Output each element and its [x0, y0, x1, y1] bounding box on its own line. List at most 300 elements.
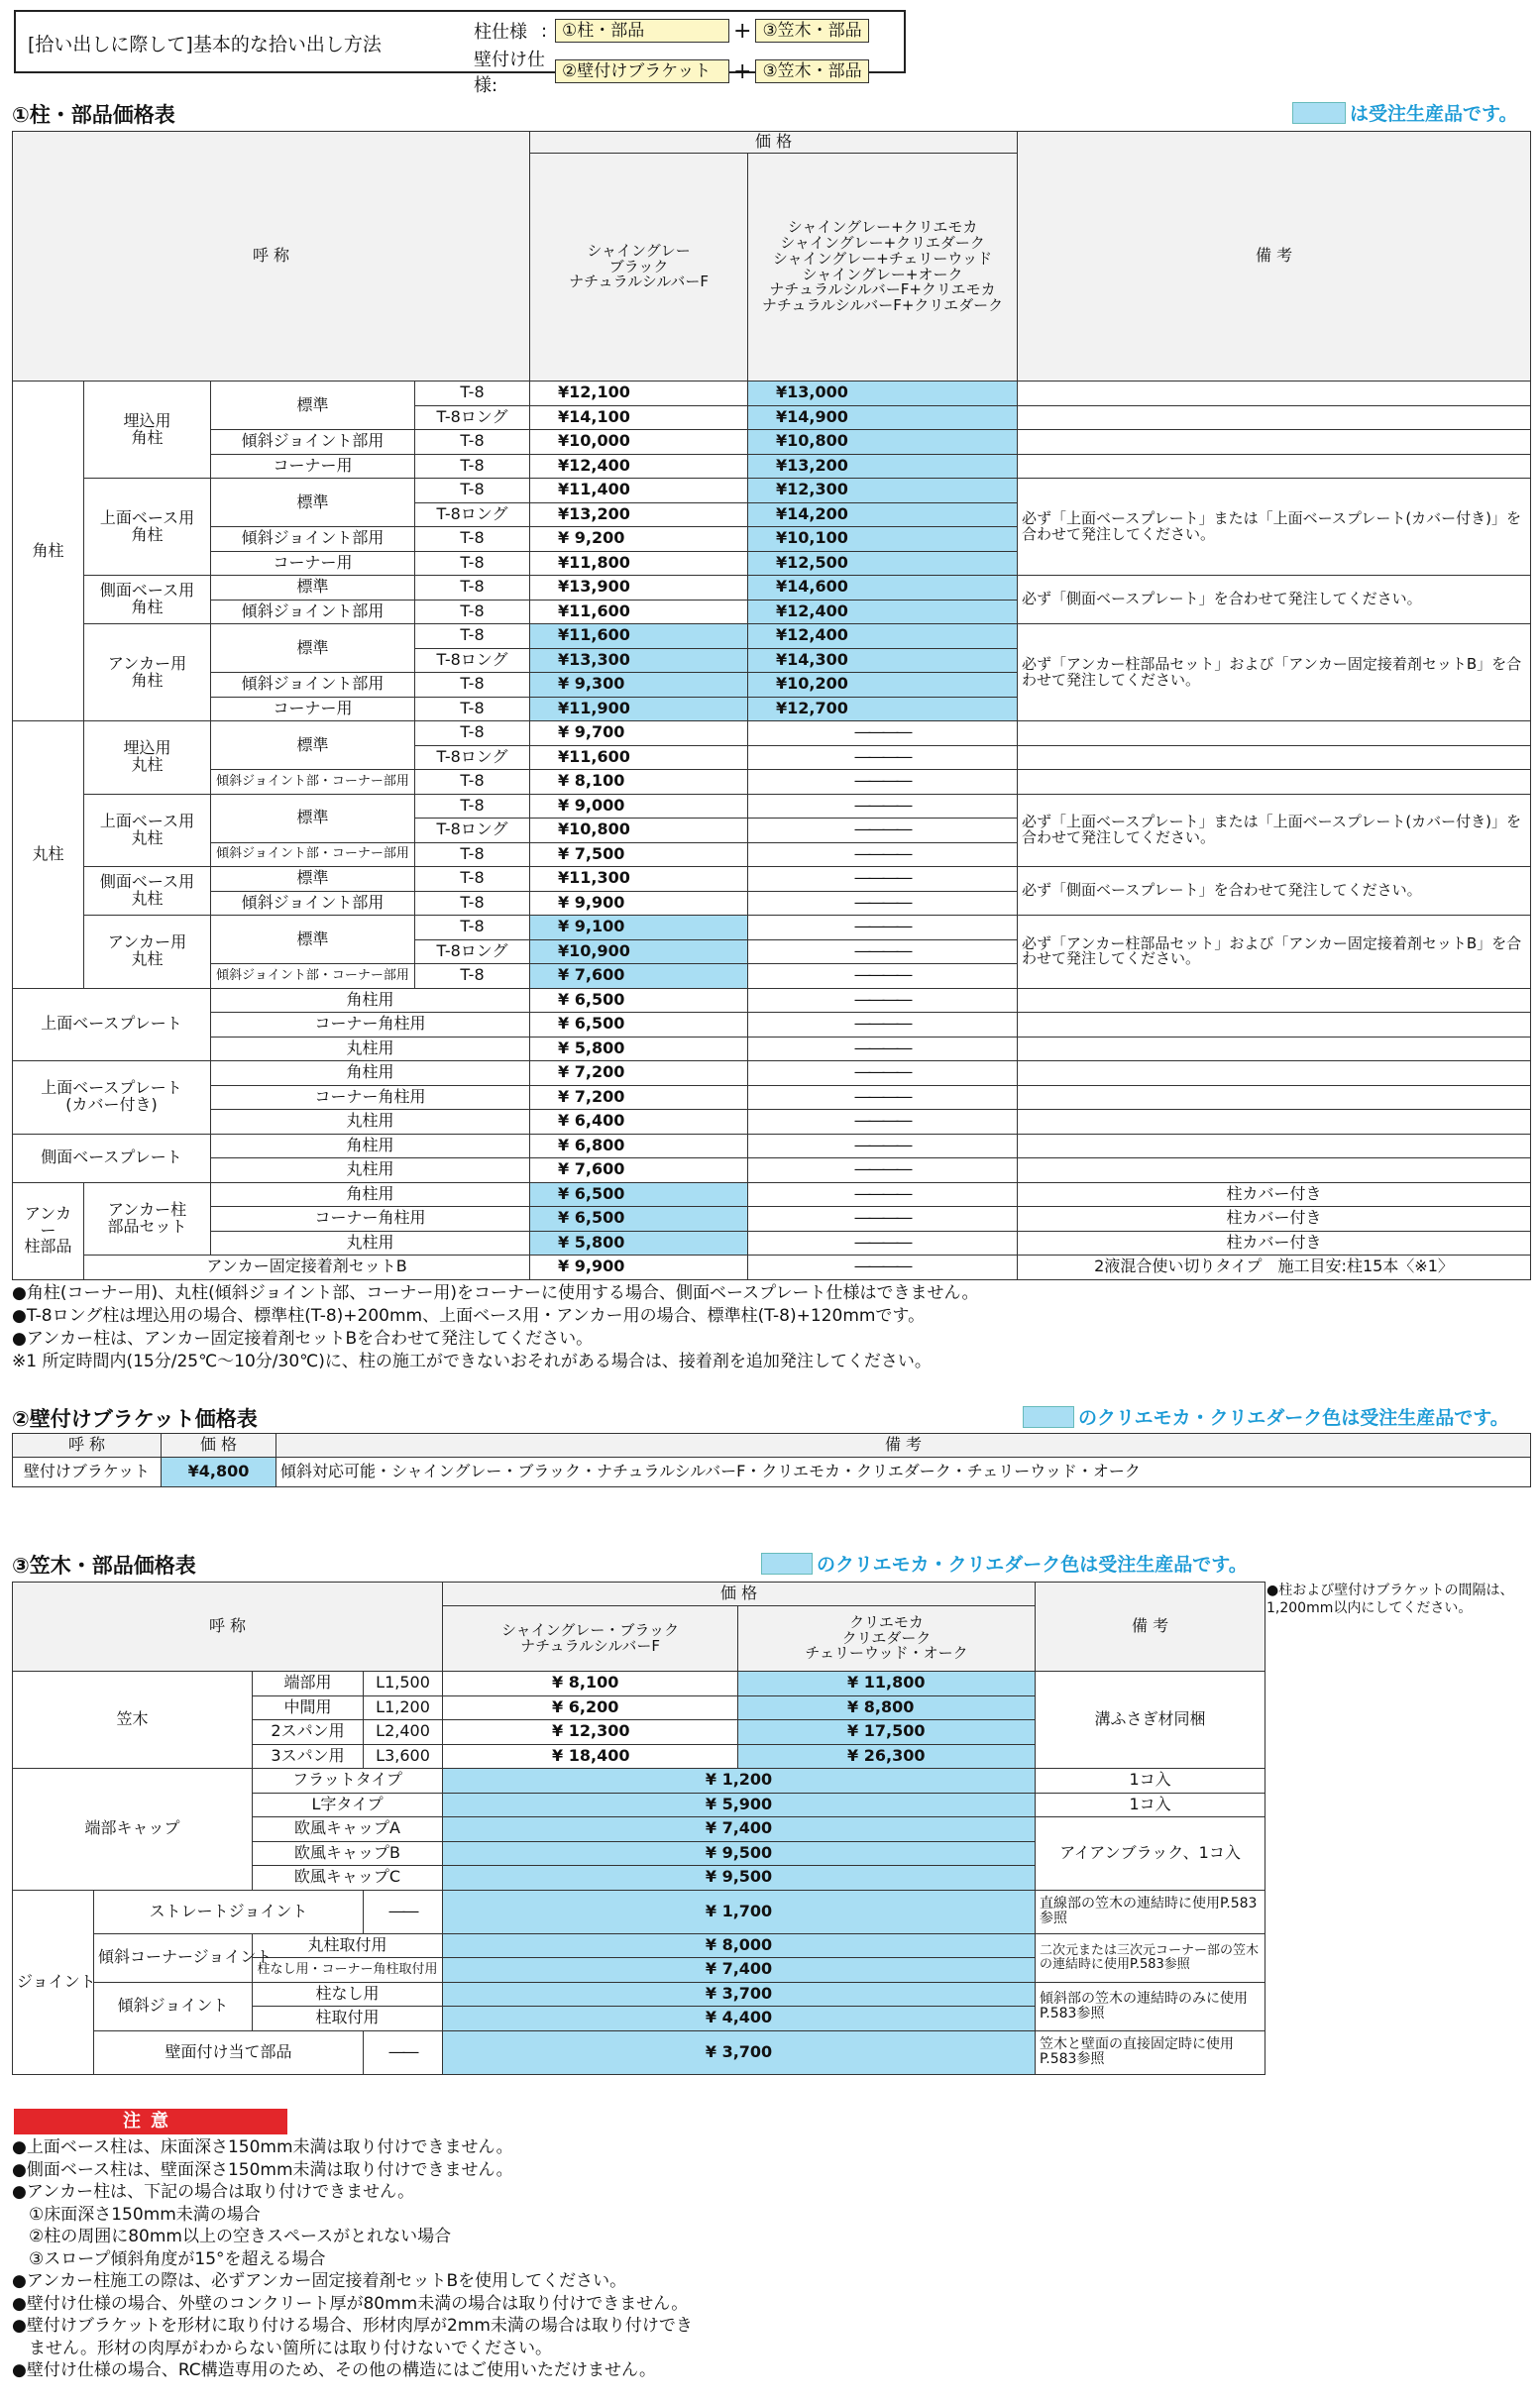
h-price: 価 格	[530, 132, 1018, 154]
price-cell: ¥11,300	[530, 867, 748, 892]
type-t8: T-8	[415, 891, 530, 916]
price-cell: ¥14,200	[748, 502, 1018, 527]
pillar-price-table	[12, 131, 1531, 1280]
cover-note: 柱カバー付き	[1018, 1231, 1531, 1256]
price-cell: ¥ 8,000	[443, 1933, 1036, 1958]
price-cell: ¥ 8,100	[530, 770, 748, 795]
type-t8: T-8	[415, 794, 530, 819]
h-col1	[443, 1606, 738, 1672]
dash-cell: ――――	[748, 1085, 1018, 1110]
type-t8: T-8	[415, 673, 530, 698]
price-cell: ¥ 17,500	[738, 1720, 1036, 1745]
price-cell: ¥ 5,900	[443, 1793, 1036, 1817]
price-cell: ¥ 9,900	[530, 891, 748, 916]
kaku-umekomi: 埋込用 角柱	[84, 382, 211, 479]
sokumen-plate: 側面ベースプレート	[13, 1134, 211, 1182]
s1-legend-text: は受注生産品です。	[1350, 103, 1518, 125]
h-col2-l5: ナチュラルシルバーF+クリエモカ	[769, 280, 996, 299]
price-cell: ¥14,900	[748, 405, 1018, 430]
dash-cell: ――――	[748, 1013, 1018, 1038]
price-cell: ¥10,800	[748, 430, 1018, 455]
h-col2-l4: シャイングレー+オーク	[802, 265, 963, 283]
label-keisha: 傾斜ジョイント部用	[211, 430, 415, 455]
price-cell: ¥ 9,700	[530, 721, 748, 746]
price-cell: ¥ 1,700	[443, 1890, 1036, 1933]
label-keisha-corner: 傾斜ジョイント部・コーナー部用	[211, 842, 415, 867]
note-cell	[1018, 1110, 1531, 1135]
type-t8: T-8	[415, 576, 530, 601]
type-t8: T-8	[415, 842, 530, 867]
s1-note: ●T-8ロング柱は埋込用の場合、標準柱(T-8)+200mm、上面ベース用・アンカー用の場合、標準柱(T-8)+120mmです。	[12, 1306, 926, 1326]
dash-cell: ――――	[748, 916, 1018, 940]
note-cell	[1018, 721, 1531, 746]
kakuchu-yo: 角柱用	[211, 988, 530, 1013]
h-price: 価 格	[162, 1434, 276, 1458]
type-t8: T-8	[415, 382, 530, 406]
note-cell	[1018, 1085, 1531, 1110]
h-col2	[748, 154, 1018, 382]
kc-type: 丸柱取付用	[253, 1933, 443, 1958]
spec-part-3: ③笠木・部品	[755, 59, 868, 83]
bracket-name: 壁付けブラケット	[13, 1458, 162, 1487]
price-cell: ¥12,400	[748, 600, 1018, 624]
caution-item: ③スロープ傾斜角度が15°を超える場合	[12, 2248, 326, 2269]
note-cell	[1018, 454, 1531, 479]
kasagi-type: 中間用	[253, 1695, 364, 1720]
price-cell: ¥ 18,400	[443, 1744, 738, 1769]
note-cell	[1018, 745, 1531, 770]
method-title: [拾い出しに際して]基本的な拾い出し方法	[28, 34, 382, 55]
label-corner: コーナー用	[211, 551, 415, 576]
dash-cell: ――――	[748, 1061, 1018, 1086]
price-cell: ¥13,200	[748, 454, 1018, 479]
plus-sign: +	[733, 58, 752, 84]
kc-type: 柱なし用・コーナー角柱取付用	[253, 1958, 443, 1983]
dash-cell: ――――	[748, 1207, 1018, 1232]
dash-cell: ――――	[748, 1134, 1018, 1158]
price-cell: ¥11,800	[530, 551, 748, 576]
h-col2-l3: チェリーウッド・オーク	[805, 1644, 968, 1663]
price-cell: ¥13,300	[530, 648, 748, 673]
label-hyojun: 標準	[211, 624, 415, 673]
anchor-parts-set: アンカー柱 部品セット	[84, 1182, 211, 1256]
caution-item: ●壁付け仕様の場合、外壁のコンクリート厚が80mm未満の場合は取り付けできません。	[12, 2293, 689, 2314]
label-hyojun: 標準	[211, 794, 415, 842]
price-cell: ¥ 4,400	[443, 2007, 1036, 2031]
price-cell: ¥11,600	[530, 624, 748, 649]
maru-sokumen: 側面ベース用 丸柱	[84, 867, 211, 916]
straight-note: 直線部の笠木の連結時に使用P.583参照	[1036, 1890, 1265, 1933]
type-t8: T-8	[415, 600, 530, 624]
k-type: 柱取付用	[253, 2007, 443, 2031]
interval-note: ●柱および壁付けブラケットの間隔は、1,200mm以内にしてください。	[1266, 1583, 1514, 1616]
type-t8: T-8	[415, 770, 530, 795]
dash-cell: ――――	[748, 1256, 1018, 1280]
type-t8-long: T-8ロング	[415, 648, 530, 673]
type-t8: T-8	[415, 867, 530, 892]
s2-legend	[1023, 1403, 1509, 1430]
note-cell	[1018, 770, 1531, 795]
corner-kakuchu-yo: コーナー角柱用	[211, 1085, 530, 1110]
h-note: 備 考	[276, 1434, 1531, 1458]
group-maruchu: 丸柱	[13, 721, 84, 989]
price-cell: ¥ 7,200	[530, 1085, 748, 1110]
keisha-joint: 傾斜ジョイント	[94, 1982, 253, 2030]
price-cell: ¥11,400	[530, 479, 748, 503]
group-kakuchu: 角柱	[13, 382, 84, 721]
price-cell: ¥ 6,400	[530, 1110, 748, 1135]
kasagi-length: L1,500	[364, 1672, 443, 1696]
label-hyojun: 標準	[211, 576, 415, 601]
h-col1-l3: ナチュラルシルバーF	[569, 273, 709, 291]
pillar-spec-label: 柱仕様	[474, 22, 527, 43]
cover-note: 柱カバー付き	[1018, 1207, 1531, 1232]
note-joumen-kaku: 必ず「上面ベースプレート」または「上面ベースプレート(カバー付き)」を合わせて発注してください。	[1018, 479, 1531, 576]
type-t8-long: T-8ロング	[415, 745, 530, 770]
h-col1-l1: シャイングレー	[587, 241, 691, 260]
type-t8: T-8	[415, 721, 530, 746]
kaku-anchor: アンカー用 角柱	[84, 624, 211, 721]
adhesive-set: アンカー固定接着剤セットB	[84, 1256, 530, 1280]
price-cell: ¥ 7,200	[530, 1061, 748, 1086]
price-cell: ¥ 9,900	[530, 1256, 748, 1280]
price-cell: ¥ 3,700	[443, 2030, 1036, 2074]
dash-cell: ――――	[748, 794, 1018, 819]
note-anchor-kaku: 必ず「アンカー柱部品セット」および「アンカー固定接着剤セットB」を合わせて発注してください。	[1018, 624, 1531, 721]
method-box	[14, 10, 906, 96]
kaku-sokumen: 側面ベース用 角柱	[84, 576, 211, 624]
bracket-note: 傾斜対応可能・シャイングレー・ブラック・ナチュラルシルバーF・クリエモカ・クリエダーク・チェリーウッド・オーク	[276, 1458, 1531, 1487]
kasagi-length: L2,400	[364, 1720, 443, 1745]
price-cell: ¥ 6,500	[530, 1182, 748, 1207]
cap-note-euro: アイアンブラック、1コ入	[1036, 1817, 1265, 1891]
price-cell: ¥12,300	[748, 479, 1018, 503]
price-cell: ¥ 8,100	[443, 1672, 738, 1696]
type-t8-long: T-8ロング	[415, 405, 530, 430]
price-cell: ¥ 3,700	[443, 1982, 1036, 2007]
s1-title: ①柱・部品価格表	[12, 103, 175, 127]
caution-item: ●アンカー柱は、下記の場合は取り付けできません。	[12, 2182, 415, 2202]
price-cell: ¥10,800	[530, 819, 748, 843]
h-col2-l1: シャイングレー+クリエモカ	[787, 218, 978, 237]
note-cell	[1018, 1134, 1531, 1158]
dash-cell: ――――	[748, 721, 1018, 746]
blue-swatch	[761, 1553, 813, 1575]
cover-note: 柱カバー付き	[1018, 1182, 1531, 1207]
kasagi-type: 端部用	[253, 1672, 364, 1696]
note-joumen-maru: 必ず「上面ベースプレート」または「上面ベースプレート(カバー付き)」を合わせて発注してください。	[1018, 794, 1531, 867]
caution-item: ①床面深さ150mm未満の場合	[12, 2204, 261, 2225]
price-cell: ¥ 1,200	[443, 1769, 1036, 1794]
price-cell: ¥10,900	[530, 939, 748, 964]
dash-cell: ――	[364, 2030, 443, 2074]
price-cell: ¥ 5,800	[530, 1037, 748, 1061]
type-t8: T-8	[415, 624, 530, 649]
end-cap: 端部キャップ	[13, 1769, 253, 1891]
label-hyojun: 標準	[211, 382, 415, 430]
adhesive-note: 2液混合使い切りタイプ 施工目安:柱15本〈※1〉	[1018, 1256, 1531, 1280]
dash-cell: ――――	[748, 842, 1018, 867]
price-cell: ¥10,000	[530, 430, 748, 455]
kasagi-price-table	[12, 1582, 1265, 2075]
label-hyojun: 標準	[211, 916, 415, 964]
note-cell	[1018, 382, 1531, 406]
note-cell	[1018, 430, 1531, 455]
price-cell: ¥12,400	[530, 454, 748, 479]
pillar-spec-row	[474, 18, 869, 44]
h-col2-l1: クリエモカ	[849, 1612, 924, 1631]
maruchu-yo: 丸柱用	[211, 1231, 530, 1256]
note-cell	[1018, 1013, 1531, 1038]
s1-notes	[12, 1282, 979, 1373]
note-cell	[1018, 1158, 1531, 1183]
caution-item: ません。形材の肉厚がわからない箇所には取り付けないでください。	[12, 2338, 553, 2358]
note-cell	[1018, 988, 1531, 1013]
dash-cell: ――――	[748, 988, 1018, 1013]
kaku-joumen: 上面ベース用 角柱	[84, 479, 211, 576]
plus-sign: +	[733, 18, 752, 44]
label-hyojun: 標準	[211, 721, 415, 770]
price-cell: ¥ 6,500	[530, 1207, 748, 1232]
kasagi-type: 2スパン用	[253, 1720, 364, 1745]
h-note: 備 考	[1018, 132, 1531, 382]
s3-legend-text: のクリエモカ・クリエダーク色は受注生産品です。	[817, 1554, 1248, 1576]
h-col2-l2: シャイングレー+クリエダーク	[780, 234, 985, 252]
dash-cell: ――――	[748, 1158, 1018, 1183]
label-corner: コーナー用	[211, 697, 415, 721]
cap-type: 欧風キャップA	[253, 1817, 443, 1842]
price-cell: ¥ 9,500	[443, 1866, 1036, 1891]
price-cell: ¥ 9,100	[530, 916, 748, 940]
corner-kakuchu-yo: コーナー角柱用	[211, 1013, 530, 1038]
maru-anchor: アンカー用 丸柱	[84, 916, 211, 989]
price-cell: ¥10,100	[748, 527, 1018, 552]
maruchu-yo: 丸柱用	[211, 1110, 530, 1135]
kasagi-length: L1,200	[364, 1695, 443, 1720]
cap-type: フラットタイプ	[253, 1769, 443, 1794]
wall-part: 壁面付け当て部品	[94, 2030, 364, 2074]
price-cell: ¥12,400	[748, 624, 1018, 649]
spec-part-1: ①柱・部品	[555, 19, 729, 43]
dash-cell: ――――	[748, 939, 1018, 964]
kasagi-length: L3,600	[364, 1744, 443, 1769]
caution-item: ●壁付け仕様の場合、RC構造専用のため、その他の構造にはご使用いただけません。	[12, 2360, 657, 2380]
blue-swatch	[1292, 102, 1346, 124]
dash-cell: ――――	[748, 1182, 1018, 1207]
s3-legend	[761, 1550, 1248, 1577]
dash-cell: ――――	[748, 964, 1018, 989]
kakuchu-yo: 角柱用	[211, 1182, 530, 1207]
kc-note: 二次元または三次元コーナー部の笠木の連結時に使用P.583参照	[1036, 1933, 1265, 1982]
price-cell: ¥10,200	[748, 673, 1018, 698]
label-keisha: 傾斜ジョイント部用	[211, 600, 415, 624]
h-col1-l2: ナチュラルシルバーF	[520, 1636, 660, 1655]
cap-note: 1コ入	[1036, 1769, 1265, 1794]
price-cell: ¥11,600	[530, 745, 748, 770]
price-cell: ¥ 6,500	[530, 988, 748, 1013]
caution-title: 注意	[14, 2109, 287, 2134]
price-cell: ¥12,100	[530, 382, 748, 406]
price-cell: ¥13,200	[530, 502, 748, 527]
h-col2-l3: シャイングレー+チェリーウッド	[772, 249, 993, 268]
wall-spec-label: 壁付け仕様:	[474, 50, 545, 96]
maruchu-yo: 丸柱用	[211, 1037, 530, 1061]
price-cell: ¥ 26,300	[738, 1744, 1036, 1769]
dash-cell: ――――	[748, 867, 1018, 892]
type-t8: T-8	[415, 527, 530, 552]
caution-list	[12, 2136, 693, 2382]
corner-kakuchu-yo: コーナー角柱用	[211, 1207, 530, 1232]
price-cell: ¥12,700	[748, 697, 1018, 721]
dash-cell: ――――	[748, 1231, 1018, 1256]
anchor-parts-group: アンカー 柱部品	[13, 1182, 84, 1279]
kasagi-type: 3スパン用	[253, 1744, 364, 1769]
price-cell: ¥ 12,300	[443, 1720, 738, 1745]
price-cell: ¥13,900	[530, 576, 748, 601]
bracket-price: ¥4,800	[162, 1458, 276, 1487]
wall-note: 笠木と壁面の直接固定時に使用P.583参照	[1036, 2030, 1265, 2074]
dash-cell: ――――	[748, 1110, 1018, 1135]
h-name: 呼 称	[13, 1583, 443, 1672]
h-price: 価 格	[443, 1583, 1036, 1606]
s2-legend-text: のクリエモカ・クリエダーク色は受注生産品です。	[1078, 1407, 1509, 1429]
caution-item: ●アンカー柱施工の際は、必ずアンカー固定接着剤セットBを使用してください。	[12, 2271, 627, 2291]
note-sokumen-maru: 必ず「側面ベースプレート」を合わせて発注してください。	[1018, 867, 1531, 916]
label-hyojun: 標準	[211, 867, 415, 892]
dash-cell: ――	[364, 1890, 443, 1933]
price-cell: ¥ 6,500	[530, 1013, 748, 1038]
h-col1-l2: ブラック	[608, 257, 669, 275]
note-anchor-maru: 必ず「アンカー柱部品セット」および「アンカー固定接着剤セットB」を合わせて発注してください。	[1018, 916, 1531, 989]
colon: :	[541, 20, 548, 42]
maru-joumen: 上面ベース用 丸柱	[84, 794, 211, 867]
price-cell: ¥ 9,200	[530, 527, 748, 552]
s1-note: ●角柱(コーナー用)、丸柱(傾斜ジョイント部、コーナー用)をコーナーに使用する場合、側面ベースプレート仕様はできません。	[12, 1283, 979, 1303]
straight-joint: ストレートジョイント	[94, 1890, 364, 1933]
type-t8: T-8	[415, 479, 530, 503]
price-cell: ¥ 9,500	[443, 1841, 1036, 1866]
note-cell	[1018, 1037, 1531, 1061]
k-note: 傾斜部の笠木の連結時のみに使用P.583参照	[1036, 1982, 1265, 2030]
price-cell: ¥14,100	[530, 405, 748, 430]
dash-cell: ――――	[748, 770, 1018, 795]
k-type: 柱なし用	[253, 1982, 443, 2007]
h-col2	[738, 1606, 1036, 1672]
kakuchu-yo: 角柱用	[211, 1061, 530, 1086]
cap-type: 欧風キャップB	[253, 1841, 443, 1866]
price-cell: ¥11,600	[530, 600, 748, 624]
maru-umekomi: 埋込用 丸柱	[84, 721, 211, 795]
h-col2-l2: クリエダーク	[841, 1628, 932, 1647]
cap-note: 1コ入	[1036, 1793, 1265, 1817]
caution-item: ●壁付けブラケットを形材に取り付ける場合、形材肉厚が2mm未満の場合は取り付けでき	[12, 2316, 693, 2336]
price-cell: ¥ 6,200	[443, 1695, 738, 1720]
kasagi-note: 溝ふさぎ材同梱	[1036, 1672, 1265, 1769]
spec-part-3: ③笠木・部品	[755, 19, 868, 43]
s3-title: ③笠木・部品価格表	[12, 1554, 196, 1578]
label-keisha-corner: 傾斜ジョイント部・コーナー部用	[211, 770, 415, 795]
type-t8-long: T-8ロング	[415, 939, 530, 964]
price-cell: ¥ 9,300	[530, 673, 748, 698]
h-col2-l6: ナチュラルシルバーF+クリエダーク	[761, 296, 1004, 314]
label-keisha: 傾斜ジョイント部用	[211, 891, 415, 916]
price-cell: ¥12,500	[748, 551, 1018, 576]
price-cell: ¥ 5,800	[530, 1231, 748, 1256]
h-col1-l1: シャイングレー・ブラック	[500, 1620, 680, 1639]
maruchu-yo: 丸柱用	[211, 1158, 530, 1183]
note-cell	[1018, 1061, 1531, 1086]
kakuchu-yo: 角柱用	[211, 1134, 530, 1158]
dash-cell: ――――	[748, 819, 1018, 843]
type-t8: T-8	[415, 964, 530, 989]
type-t8: T-8	[415, 916, 530, 940]
price-cell: ¥ 7,400	[443, 1958, 1036, 1983]
price-cell: ¥14,300	[748, 648, 1018, 673]
caution-item: ●側面ベース柱は、壁面深さ150mm未満は取り付けできません。	[12, 2159, 513, 2180]
price-cell: ¥ 7,500	[530, 842, 748, 867]
h-name: 呼 称	[13, 1434, 162, 1458]
spec-part-2: ②壁付けブラケット	[555, 59, 729, 83]
label-corner: コーナー用	[211, 454, 415, 479]
wall-spec-row	[474, 46, 869, 97]
cap-type: 欧風キャップC	[253, 1866, 443, 1891]
price-cell: ¥14,600	[748, 576, 1018, 601]
type-t8: T-8	[415, 430, 530, 455]
note-sokumen-kaku: 必ず「側面ベースプレート」を合わせて発注してください。	[1018, 576, 1531, 624]
type-t8: T-8	[415, 551, 530, 576]
price-cell: ¥ 7,600	[530, 964, 748, 989]
price-cell: ¥ 7,600	[530, 1158, 748, 1183]
type-t8: T-8	[415, 454, 530, 479]
type-t8-long: T-8ロング	[415, 502, 530, 527]
cap-type: L字タイプ	[253, 1793, 443, 1817]
type-t8-long: T-8ロング	[415, 819, 530, 843]
note-cell	[1018, 405, 1531, 430]
label-keisha: 傾斜ジョイント部用	[211, 527, 415, 552]
s1-note: ※1 所定時間内(15分/25℃〜10分/30℃)に、柱の施工ができないおそれがある場合は、接着剤を追加発注してください。	[12, 1352, 932, 1371]
bracket-price-table	[12, 1433, 1531, 1487]
dash-cell: ――――	[748, 745, 1018, 770]
dash-cell: ――――	[748, 891, 1018, 916]
price-cell: ¥ 7,400	[443, 1817, 1036, 1842]
caution-item: ●上面ベース柱は、床面深さ150mm未満は取り付けできません。	[12, 2137, 513, 2157]
joint-group: ジョイント	[13, 1890, 94, 2074]
price-cell: ¥ 6,800	[530, 1134, 748, 1158]
price-cell: ¥ 9,000	[530, 794, 748, 819]
joumen-plate-cover: 上面ベースプレート (カバー付き)	[13, 1061, 211, 1135]
label-keisha: 傾斜ジョイント部用	[211, 673, 415, 698]
h-col1	[530, 154, 748, 382]
caution-item: ②柱の周囲に80mm以上の空きスペースがとれない場合	[12, 2227, 452, 2246]
price-cell: ¥13,000	[748, 382, 1018, 406]
s2-title: ②壁付けブラケット価格表	[12, 1407, 258, 1431]
kasagi: 笠木	[13, 1672, 253, 1769]
price-cell: ¥11,900	[530, 697, 748, 721]
price-cell: ¥ 8,800	[738, 1695, 1036, 1720]
h-name: 呼 称	[13, 132, 530, 382]
label-keisha-corner: 傾斜ジョイント部・コーナー部用	[211, 964, 415, 989]
s1-legend	[1292, 99, 1517, 126]
label-hyojun: 標準	[211, 479, 415, 527]
price-cell: ¥ 11,800	[738, 1672, 1036, 1696]
s1-note: ●アンカー柱は、アンカー固定接着剤セットBを合わせて発注してください。	[12, 1329, 594, 1349]
h-note: 備 考	[1036, 1583, 1265, 1672]
keisha-corner-joint: 傾斜コーナージョイント	[94, 1933, 253, 1982]
dash-cell: ――――	[748, 1037, 1018, 1061]
blue-swatch	[1023, 1406, 1074, 1428]
type-t8: T-8	[415, 697, 530, 721]
joumen-plate: 上面ベースプレート	[13, 988, 211, 1061]
